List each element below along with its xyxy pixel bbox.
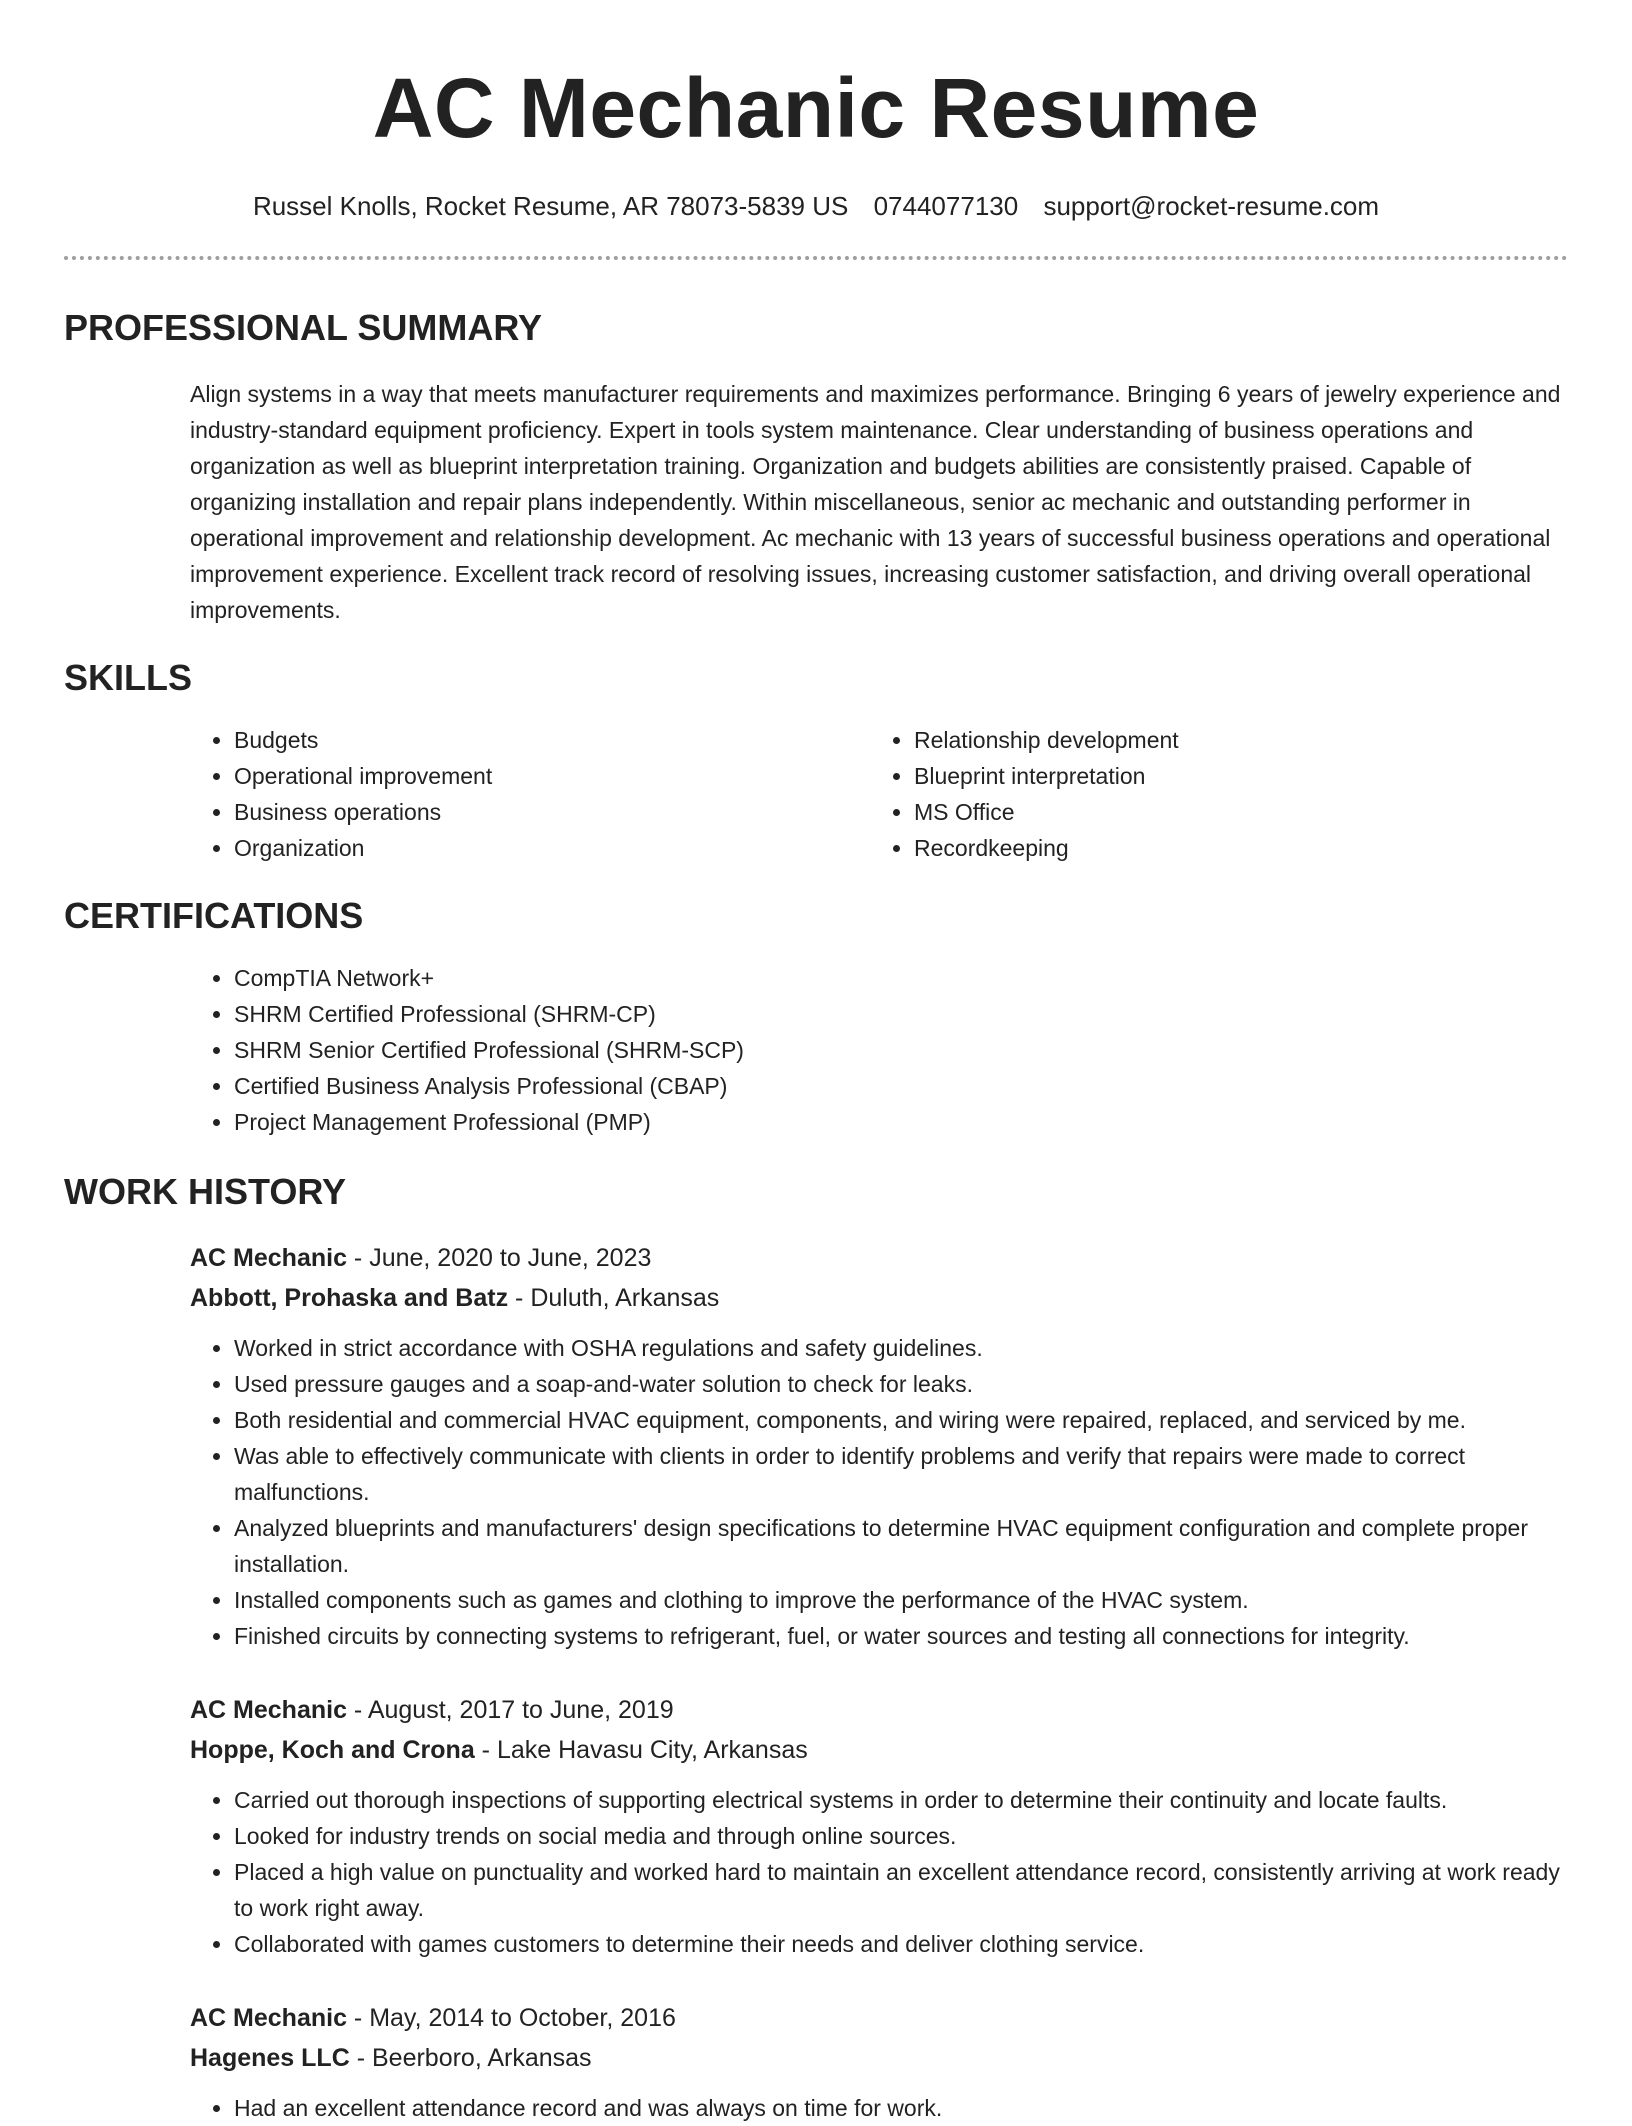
- resume-title: AC Mechanic Resume: [372, 61, 1260, 155]
- job-dates: June, 2020 to June, 2023: [369, 1244, 652, 1272]
- job-duty: • Used pressure gauges and a soap-and-water solution to check for leaks.: [234, 1366, 1568, 1402]
- skills-section: [64, 656, 1568, 866]
- summary-heading: PROFESSIONAL SUMMARY: [64, 307, 543, 348]
- certification-item: • SHRM Senior Certified Professional (SHRM-SCP): [234, 1032, 1568, 1068]
- job-dates: August, 2017 to June, 2019: [367, 1696, 674, 1724]
- contact-address: Russel Knolls, Rocket Resume, AR 78073-5839 US: [252, 191, 849, 221]
- job-duty: • Looked for industry trends on social media and through online sources.: [234, 1818, 1568, 1854]
- skills-column-left: [190, 722, 870, 866]
- summary-section: [64, 306, 1568, 628]
- job-company-line: [190, 1278, 1568, 1318]
- skill-item: • Business operations: [234, 794, 870, 830]
- contact-email: support@rocket-resume.com: [1043, 191, 1380, 221]
- job-title-line: [190, 1998, 1568, 2038]
- separator: -: [508, 1284, 531, 1312]
- job-duty: • Was able to effectively communicate with clients in order to identify problems and verify that repairs were made to correct malfunctions.: [234, 1438, 1568, 1510]
- certification-item: • Certified Business Analysis Professional (CBAP): [234, 1068, 1568, 1104]
- skill-item: • Recordkeeping: [914, 830, 1550, 866]
- certification-item: • SHRM Certified Professional (SHRM-CP): [234, 996, 1568, 1032]
- job-duty: • Installed components such as games and clothing to improve the performance of the HVAC system.: [234, 1582, 1568, 1618]
- job-duty: • Placed a high value on punctuality and worked hard to maintain an excellent attendance record, consistently arriving at work ready to work right away.: [234, 1854, 1568, 1926]
- job-duty: • Carried out thorough inspections of supporting electrical systems in order to determine their continuity and locate faults.: [234, 1782, 1568, 1818]
- job-location: Beerboro, Arkansas: [371, 2044, 592, 2072]
- job-duty: • Both residential and commercial HVAC equipment, components, and wiring were repaired, replaced, and serviced by me.: [234, 1402, 1568, 1438]
- job-company: Hoppe, Koch and Crona: [190, 1736, 475, 1764]
- job-duties-list: [190, 2090, 1568, 2126]
- contact-phone: 0744077130: [873, 191, 1019, 221]
- skill-item: • Budgets: [234, 722, 870, 758]
- job-duty: • Collaborated with games customers to determine their needs and deliver clothing service.: [234, 1926, 1568, 1962]
- job-dates: May, 2014 to October, 2016: [369, 2004, 676, 2032]
- job-title: AC Mechanic: [190, 2004, 347, 2032]
- skill-item: • Organization: [234, 830, 870, 866]
- skill-item: • Operational improvement: [234, 758, 870, 794]
- summary-text: Align systems in a way that meets manufacturer requirements and maximizes performance. Bringing 6 years of jewelry experience and industry-standard equipment proficiency. Expert in tools system maintenance. Clear understanding of business operations and organization as well as blueprint interpretation training. Organization and budgets abilities are consistently praised. Capable of organizing installation and repair plans independently. Within miscellaneous, senior ac mechanic and outstanding performer in operational improvement and relationship development. Ac mechanic with 13 years of successful business operations and operational improvement experience. Excellent track record of resolving issues, increasing customer satisfaction, and driving overall operational improvements.: [190, 381, 1561, 623]
- job-title: AC Mechanic: [190, 1244, 347, 1272]
- job-title-line: [190, 1238, 1568, 1278]
- skill-item: • Relationship development: [914, 722, 1550, 758]
- skill-item: • MS Office: [914, 794, 1550, 830]
- separator: -: [349, 2044, 372, 2072]
- job-entry: [190, 1238, 1568, 1654]
- skills-grid: [190, 722, 1568, 866]
- certifications-section: [64, 894, 1568, 1140]
- skills-list-left: [190, 722, 870, 866]
- separator: -: [346, 1244, 370, 1272]
- skills-column-right: [870, 722, 1550, 866]
- header-divider: [64, 256, 1568, 260]
- job-duties-list: [190, 1782, 1568, 1962]
- job-duty: • Worked in strict accordance with OSHA regulations and safety guidelines.: [234, 1330, 1568, 1366]
- skills-list-right: [870, 722, 1550, 866]
- resume-page: [64, 0, 1568, 2126]
- job-entry: [190, 1998, 1568, 2126]
- separator: -: [474, 1736, 497, 1764]
- skill-item: • Blueprint interpretation: [914, 758, 1550, 794]
- job-duty: • Analyzed blueprints and manufacturers' design specifications to determine HVAC equipment configuration and complete proper installation.: [234, 1510, 1568, 1582]
- skills-heading: SKILLS: [64, 657, 193, 698]
- job-company-line: [190, 2038, 1568, 2078]
- job-duty: • Finished circuits by connecting systems to refrigerant, fuel, or water sources and testing all connections for integrity.: [234, 1618, 1568, 1654]
- job-duty: • Had an excellent attendance record and was always on time for work.: [234, 2090, 1568, 2126]
- job-location: Lake Havasu City, Arkansas: [496, 1736, 808, 1764]
- certification-item: • Project Management Professional (PMP): [234, 1104, 1568, 1140]
- certifications-heading: CERTIFICATIONS: [64, 895, 364, 936]
- certification-item: • CompTIA Network+: [234, 960, 1568, 996]
- job-title: AC Mechanic: [190, 1696, 347, 1724]
- certifications-bullets: [190, 960, 1568, 1140]
- work-history-section: [64, 1170, 1568, 2126]
- job-duties-list: [190, 1330, 1568, 1654]
- work-history-heading: WORK HISTORY: [64, 1171, 347, 1212]
- job-company: Abbott, Prohaska and Batz: [190, 1284, 509, 1312]
- job-location: Duluth, Arkansas: [530, 1284, 720, 1312]
- job-company: Hagenes LLC: [190, 2044, 350, 2072]
- job-entry: [190, 1690, 1568, 1962]
- certifications-list: [190, 960, 1568, 1140]
- contact-line: [64, 188, 1568, 224]
- job-title-line: [190, 1690, 1568, 1730]
- job-company-line: [190, 1730, 1568, 1770]
- separator: -: [346, 2004, 370, 2032]
- separator: -: [346, 1696, 368, 1724]
